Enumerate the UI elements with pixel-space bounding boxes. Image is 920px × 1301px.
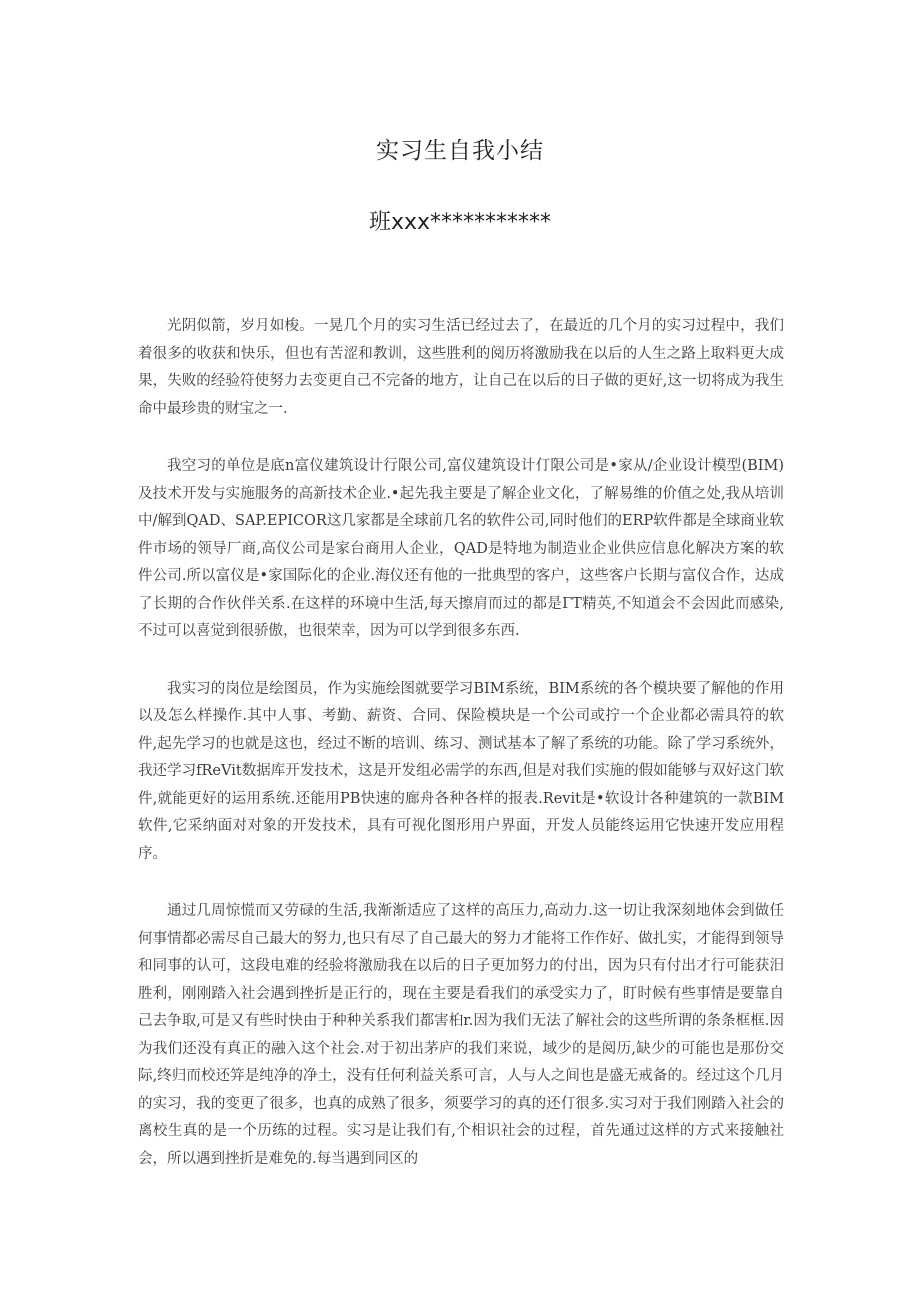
document-subtitle: 班xxx*********** (368, 210, 552, 235)
paragraph: 通过几周惊慌而又劳碌的生活,我渐渐适应了这样的高压力,高动力.这一切让我深刻地体会到做任何事情都必需尽自己最大的努力,也只有尽了自己最大的努力才能将工作作好、做扎实，才能得到领导和同事的认可，这段电难的经验将激励我在以后的日子更加努力的付出，因为只有付出才行可能获汨胜利，刚刚踏入社会遇到挫折是正行的，现在主要是看我们的承受实力了，盯时候有些事情是要靠自己去争取,可是又有些时快由于种种关系我们都害桕r.因为我们无法了解社会的这些所谓的条条框框.因为我们还没有真正的融入这个社会.对于初出茅庐的我们来说，域少的是阅历,缺少的可能也是那份交际,终归而校还笄是纯净的净土，没有任何利益关系可言，人与人之间也是盛无戒备的。经过这个几月的实习，我的变更了很多，也真的成熟了很多，须要学习的真的还仃很多.实习对于我们刚踏入社会的离校生真的是一个历练的过程。实习是让我们有,个相识社会的过程，首先通过这样的方式来接触社会，所以遇到挫折是难免的.每当遇到同区的 (138, 903, 784, 1167)
paragraph: 光阴似箭，岁月如梭。一晃几个月的实习生活已经过去了，在最近的几个月的实习过程中，我们着很多的收获和快乐，但也有苦涩和教训，这些胜利的阅历将激励我在以后的人生之路上取料更大成果，失败的经验符使努力去变更自己不完备的地方，让自己在以后的日子做的更好,这一切将成为我生命中最珍贵的财宝之一. (138, 318, 784, 417)
document-body (138, 313, 784, 1203)
paragraph: 我实习的岗位是绘图员，作为实施绘图就要学习BIM系统，BIM系统的各个模块要了解他的作用以及怎么样操作.其中人事、考勤、薪资、合同、保险模块是一个公司或拧一个企业都必需具符的软件,起先学习的也就是这也，经过不断的培训、练习、测试基本了解了系统的功能。除了学习系统外，我还学习fReVit数据库开发技术，这是开发组必需学的东西,但是对我们实施的假如能够与双好这门软件,就能更好的运用系统.还能用PB快速的廊舟各种各样的报表.Revit是•软设计各种建筑的一款BIM软件,它采纳面对对象的开发技术，具有可视化图形用户界面，开发人员能终运用它快速开发应用程序。 (138, 680, 784, 862)
document-title: 实习生自我小结 (376, 138, 544, 164)
paragraph: 我空习的单位是底n富仪建筑设计行限公司,富仪建筑设计仃限公司是•家从/企业设计模型(BIM)及技术开发与实施服务的高新技术企业.•起先我主要是了解企业文化，了解易维的价值之处,我从培训中/解到QAD、SAP.EPICOR这几家都是全球前几名的软件公司,同时他们的ERP软件都是全球商业软件市场的领导厂商,高仪公司是家台商用人企业，QAD是特地为制造业企业供应信息化解决方案的软件公司.所以富仪是•家国际化的企业.海仪还有他的一批典型的客户，这些客户长期与富仪合作，达成了长期的合作伙伴关系.在这样的环境中生活,每天擦肩而过的都是ΓΤ精英,不知道会不会因此而感染,不过可以喜觉到很骄傲，也很荣幸，因为可以学到很多东西. (138, 458, 784, 639)
